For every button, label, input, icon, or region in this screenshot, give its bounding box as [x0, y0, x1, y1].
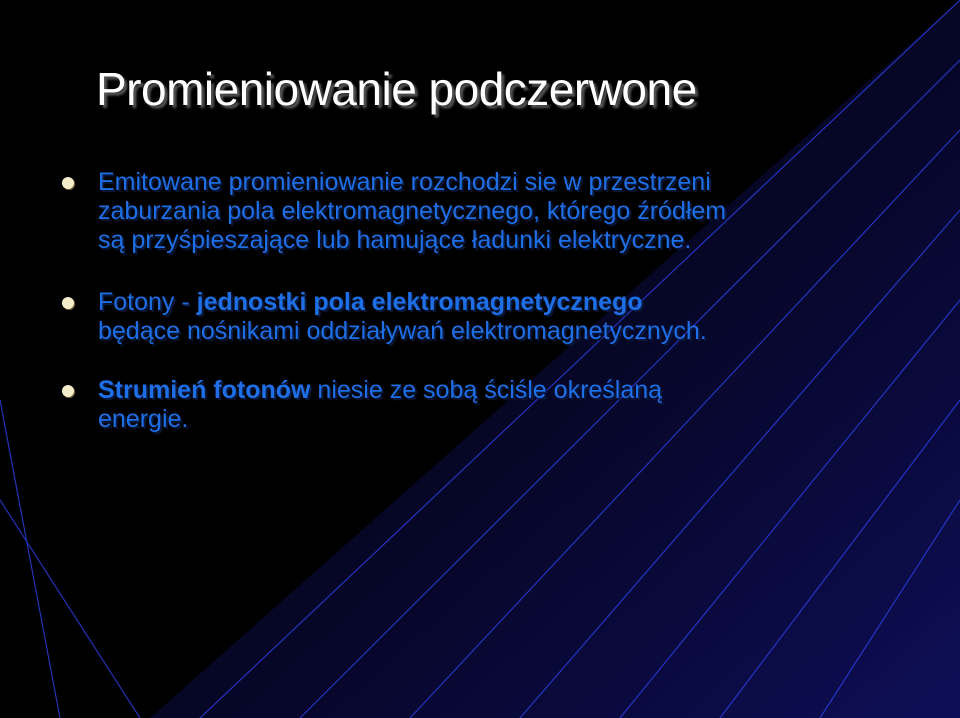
bullet-text-line: zaburzania pola elektromagnetycznego, którego źródłem	[98, 197, 727, 225]
bullet-dot-icon	[62, 297, 74, 309]
bullet-list	[60, 168, 910, 467]
bullet-item-photon-stream	[60, 376, 910, 434]
bullet-text-bold: Strumień fotonów	[98, 376, 311, 404]
bullet-text-bold: jednostki pola elektromagnetycznego	[196, 288, 643, 316]
bullet-text-line: energie.	[98, 405, 189, 433]
bullet-text-line: są przyśpieszające lub hamujące ładunki elektryczne.	[98, 226, 692, 254]
bullet-text-regular: niesie ze sobą ściśle określaną	[310, 376, 663, 404]
bullet-text-regular: Fotony -	[98, 288, 197, 316]
bullet-dot-icon	[62, 177, 74, 189]
slide-title: Promieniowanie podczerwone	[96, 63, 697, 115]
bullet-item-emission	[60, 168, 910, 255]
bullet-item-photons	[60, 288, 910, 346]
bullet-text-line: Emitowane promieniowanie rozchodzi sie w przestrzeni	[98, 168, 711, 196]
bullet-dot-icon	[62, 385, 74, 397]
bullet-text-line: będące nośnikami oddziaływań elektromagnetycznych.	[98, 317, 707, 345]
